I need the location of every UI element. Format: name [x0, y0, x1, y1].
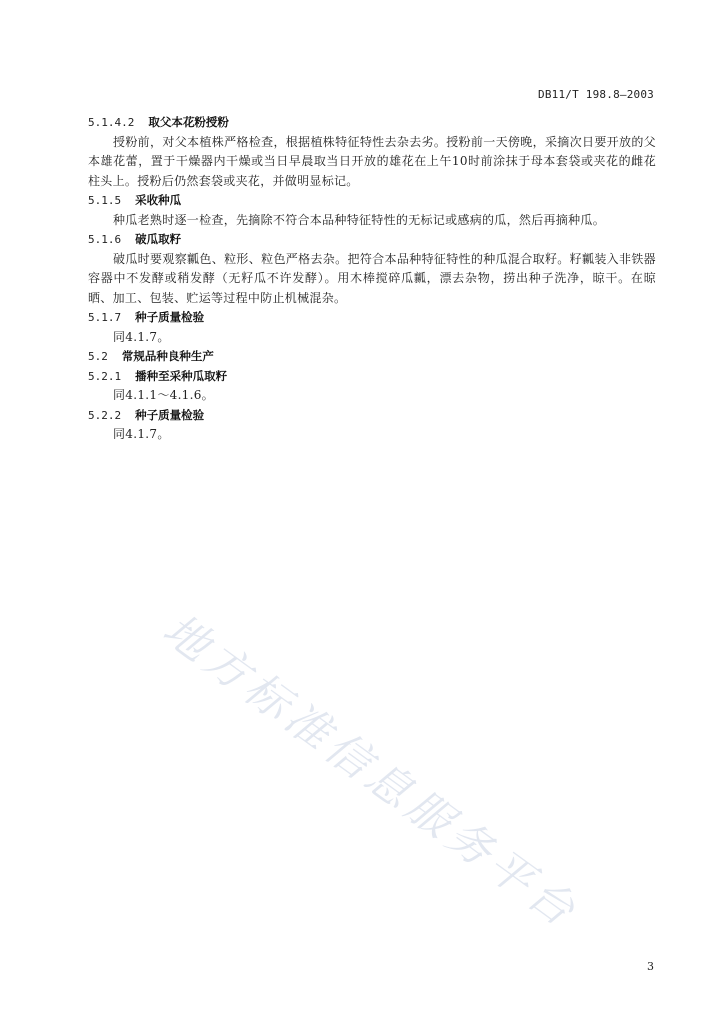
section-title: 破瓜取籽: [135, 232, 182, 246]
section-number: 5.1.5: [88, 194, 122, 207]
section-heading: [88, 406, 656, 426]
section-heading: [88, 367, 656, 387]
section-5-2-2: [88, 406, 656, 445]
section-number: 5.2.2: [88, 408, 122, 422]
section-title: 取父本花粉授粉: [148, 115, 229, 129]
section-heading: [88, 347, 656, 367]
section-paragraph: 同4.1.1～4.1.6。: [113, 388, 214, 402]
section-5-2: [88, 347, 656, 367]
section-5-1-6: [88, 230, 656, 308]
section-title: 种子质量检验: [135, 310, 205, 324]
watermark-text: 地方标准信息服务平台: [153, 603, 589, 940]
section-heading: [88, 191, 656, 211]
section-5-1-5: [88, 191, 656, 230]
section-paragraph: 破瓜时要观察瓤色、粒形、粒色严格去杂。把符合本品种特征特性的种瓜混合取籽。籽瓤装入非铁器容器中不发酵或稍发酵（无籽瓜不许发酵）。用木棒搅碎瓜瓤，漂去杂物，捞出种子洗净，晾干。在晾晒、加工、包装、贮运等过程中防止机械混杂。: [88, 251, 656, 305]
section-heading: [88, 308, 656, 328]
section-title: 采收种瓜: [135, 193, 182, 207]
section-heading: [88, 230, 656, 250]
doc-id-header: DB11/T 198.8—2003: [538, 88, 654, 101]
section-number: 5.2.1: [88, 369, 122, 383]
section-title: 播种至采种瓜取籽: [135, 368, 228, 383]
section-paragraph: 同4.1.7。: [113, 427, 170, 441]
section-title: 种子质量检验: [135, 407, 205, 422]
section-5-2-1: [88, 367, 656, 406]
section-paragraph: 种瓜老熟时逐一检查，先摘除不符合本品种特征特性的无标记或感病的瓜，然后再摘种瓜。: [113, 212, 606, 227]
page-number: 3: [647, 960, 654, 973]
document-body: [88, 113, 656, 445]
section-5-1-4-2: [88, 113, 656, 191]
section-number: 5.2: [88, 350, 108, 363]
section-number: 5.1.4.2: [88, 116, 135, 129]
section-paragraph: 同4.1.7。: [113, 329, 170, 344]
section-paragraph: 授粉前，对父本植株严格检查，根据植株特征特性去杂去劣。授粉前一天傍晚，采摘次日要开放的父本雄花蕾，置于干燥器内干燥或当日早晨取当日开放的雄花在上午10时前涂抹于母本套袋或夹花的雌花柱头上。授粉后仍然套袋或夹花，并做明显标记。: [88, 134, 656, 188]
section-number: 5.1.7: [88, 311, 122, 324]
section-title: 常规品种良种生产: [121, 349, 214, 363]
section-5-1-7: [88, 308, 656, 347]
section-number: 5.1.6: [88, 233, 122, 246]
section-heading: [88, 113, 656, 133]
